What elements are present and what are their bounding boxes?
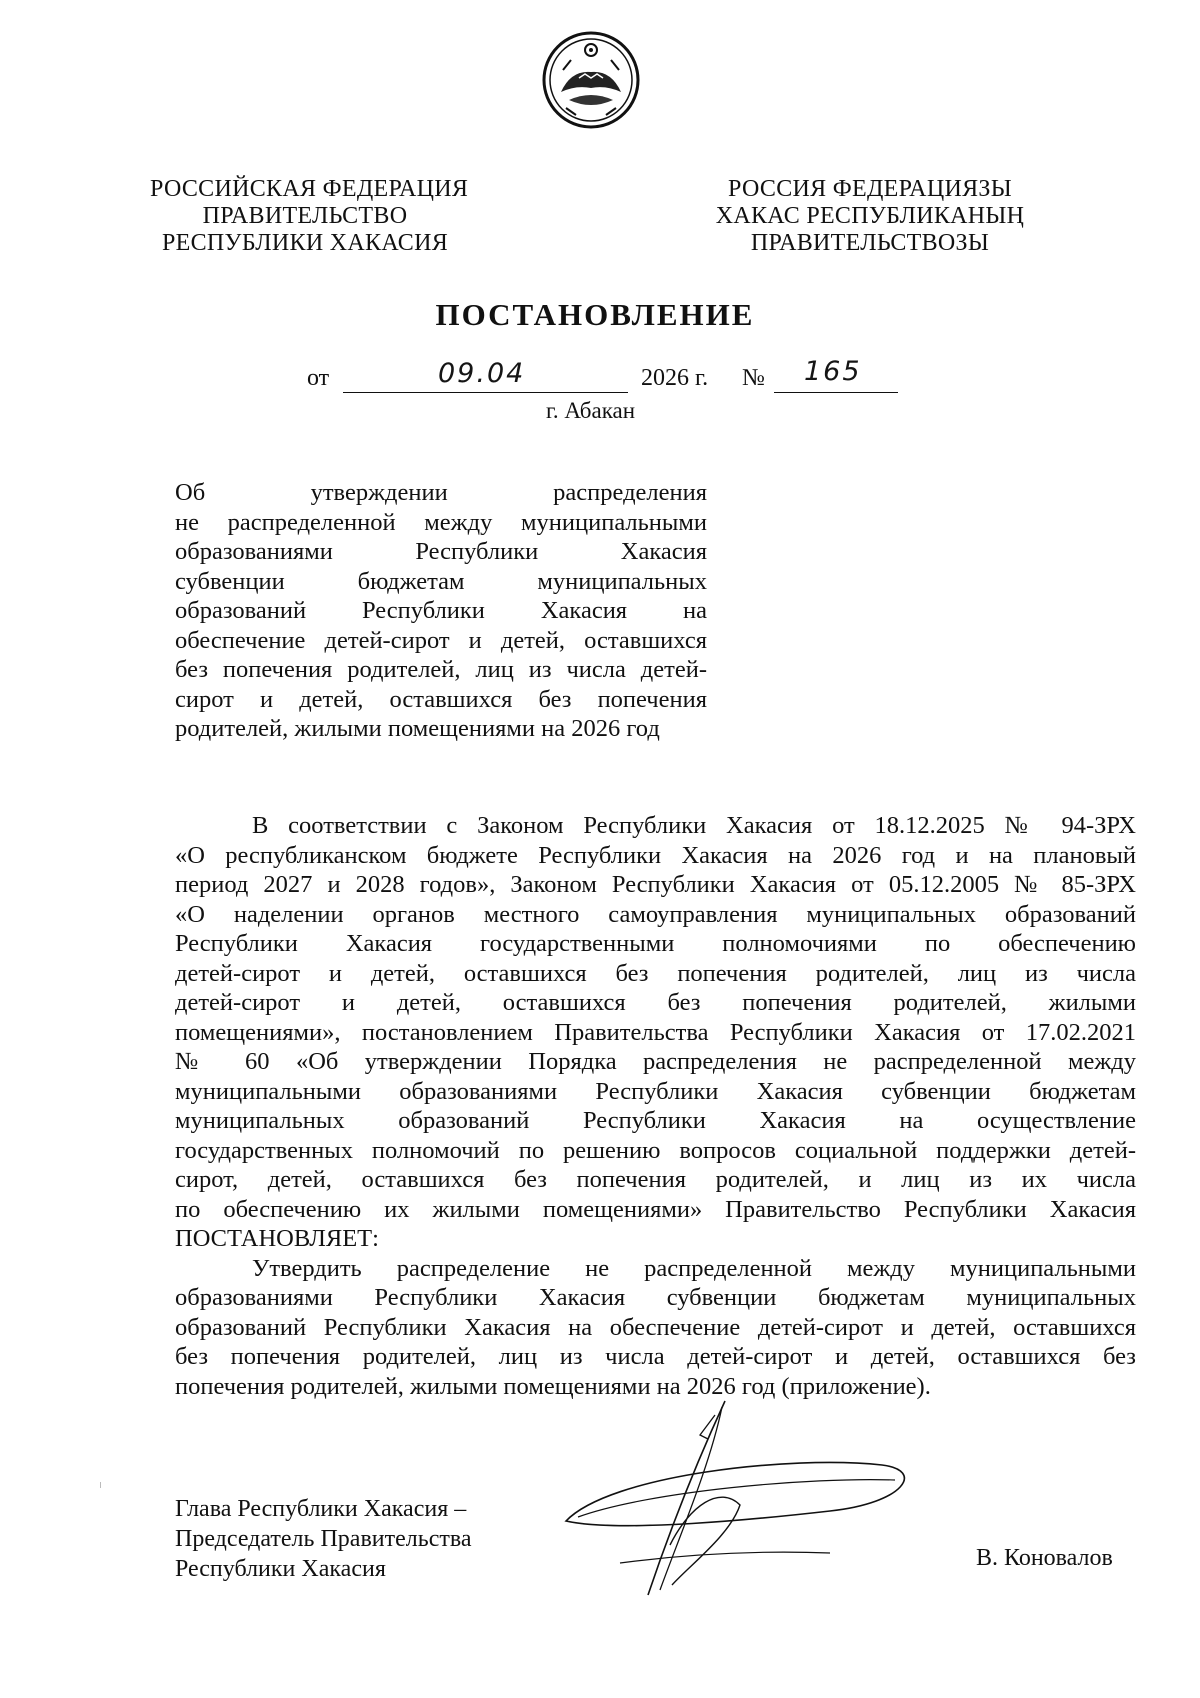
date-handwritten: 09.04 bbox=[438, 358, 526, 389]
header-right-line: ХАКАС РЕСПУБЛИКАНЫҢ bbox=[715, 203, 1025, 229]
subject-line: обеспечение детей-сирот и детей, оставшихся bbox=[175, 626, 707, 654]
subject-line: Об утверждении распределения bbox=[175, 479, 707, 506]
header-left-line: РЕСПУБЛИКИ ХАКАСИЯ bbox=[161, 230, 449, 256]
header-right-line: ПРАВИТЕЛЬСТВОЗЫ bbox=[750, 230, 990, 256]
body-line: образованиями Республики Хакасия субвенции бюджетам муниципальных bbox=[175, 1284, 1136, 1311]
body-line: детей-сирот и детей, оставшихся без попечения родителей, жилыми bbox=[175, 989, 1136, 1016]
header-right-block bbox=[700, 176, 1040, 257]
body-line: образований Республики Хакасия на обеспечение детей-сирот и детей, оставшихся bbox=[175, 1313, 1136, 1341]
header-left-block bbox=[150, 176, 469, 257]
body-line: без попечения родителей, лиц из числа детей-сирот и детей, оставшихся без bbox=[175, 1343, 1136, 1370]
subject-line: сирот и детей, оставшихся без попечения bbox=[175, 685, 707, 713]
body-line: муниципальными образованиями Республики Хакасия субвенции бюджетам bbox=[175, 1077, 1136, 1105]
body-line: «О наделении органов местного самоуправления муниципальных образований bbox=[175, 900, 1136, 928]
subject-line: не распределенной между муниципальными bbox=[175, 508, 707, 536]
city: г. Абакан bbox=[546, 398, 636, 423]
body-line: В соответствии с Законом Республики Хакасия от 18.12.2025 № 94-ЗРХ bbox=[252, 812, 1136, 839]
body-line: сирот, детей, оставшихся без попечения родителей, и лиц из их числа bbox=[175, 1166, 1136, 1193]
subject-line: субвенции бюджетам муниципальных bbox=[175, 567, 707, 595]
body-line: «О республиканском бюджете Республики Хакасия на 2026 год и на плановый bbox=[175, 841, 1136, 869]
handwritten-signature bbox=[560, 1395, 940, 1605]
document-title: ПОСТАНОВЛЕНИЕ bbox=[435, 297, 755, 332]
margin-mark bbox=[100, 1482, 101, 1488]
number-label: № bbox=[742, 365, 765, 391]
body-line: Утвердить распределение не распределенной между муниципальными bbox=[252, 1254, 1136, 1282]
header-left-line: РОССИЙСКАЯ ФЕДЕРАЦИЯ bbox=[150, 176, 469, 202]
body-line: попечения родителей, жилыми помещениями на 2026 год (приложение). bbox=[175, 1372, 931, 1400]
coat-of-arms-emblem bbox=[541, 30, 641, 130]
body-text bbox=[175, 811, 1136, 1401]
number-field bbox=[774, 356, 898, 393]
body-line: по обеспечению их жилыми помещениями» Правительство Республики Хакасия bbox=[175, 1195, 1136, 1223]
body-line: помещениями», постановлением Правительства Республики Хакасия от 17.02.2021 bbox=[175, 1018, 1136, 1046]
subject-line: образований Республики Хакасия на bbox=[175, 597, 707, 624]
subject-line: без попечения родителей, лиц из числа детей- bbox=[175, 656, 707, 683]
date-field bbox=[343, 358, 628, 393]
signatory-position-line: Председатель Правительства bbox=[175, 1526, 472, 1552]
header-right-line: РОССИЯ ФЕДЕРАЦИЯЗЫ bbox=[728, 176, 1012, 202]
signatory-position-line: Глава Республики Хакасия – bbox=[175, 1496, 467, 1522]
subject-line: родителей, жилыми помещениями на 2026 год bbox=[175, 715, 660, 742]
body-line: государственных полномочий по решению вопросов социальной поддержки детей- bbox=[175, 1136, 1136, 1164]
signatory-position-line: Республики Хакасия bbox=[175, 1556, 386, 1582]
subject-block bbox=[175, 478, 707, 744]
date-from-label: от bbox=[307, 365, 330, 391]
body-line: детей-сирот и детей, оставшихся без попечения родителей, лиц из числа bbox=[175, 959, 1136, 987]
header-left-line: ПРАВИТЕЛЬСТВО bbox=[202, 203, 408, 229]
number-handwritten: 165 bbox=[804, 356, 862, 387]
date-year: 2026 г. bbox=[641, 365, 709, 391]
body-line: Республики Хакасия государственными полномочиями по обеспечению bbox=[175, 930, 1136, 957]
signatory-name: В. Коновалов bbox=[976, 1545, 1113, 1571]
signatory-position bbox=[175, 1494, 472, 1584]
body-line: ПОСТАНОВЛЯЕТ: bbox=[175, 1225, 379, 1252]
body-line: № 60 «Об утверждении Порядка распределения не распределенной между bbox=[175, 1048, 1136, 1075]
subject-line: образованиями Республики Хакасия bbox=[175, 538, 707, 565]
body-line: муниципальных образований Республики Хакасия на осуществление bbox=[175, 1107, 1136, 1134]
body-line: период 2027 и 2028 годов», Законом Республики Хакасия от 05.12.2005 № 85-ЗРХ bbox=[175, 871, 1136, 898]
